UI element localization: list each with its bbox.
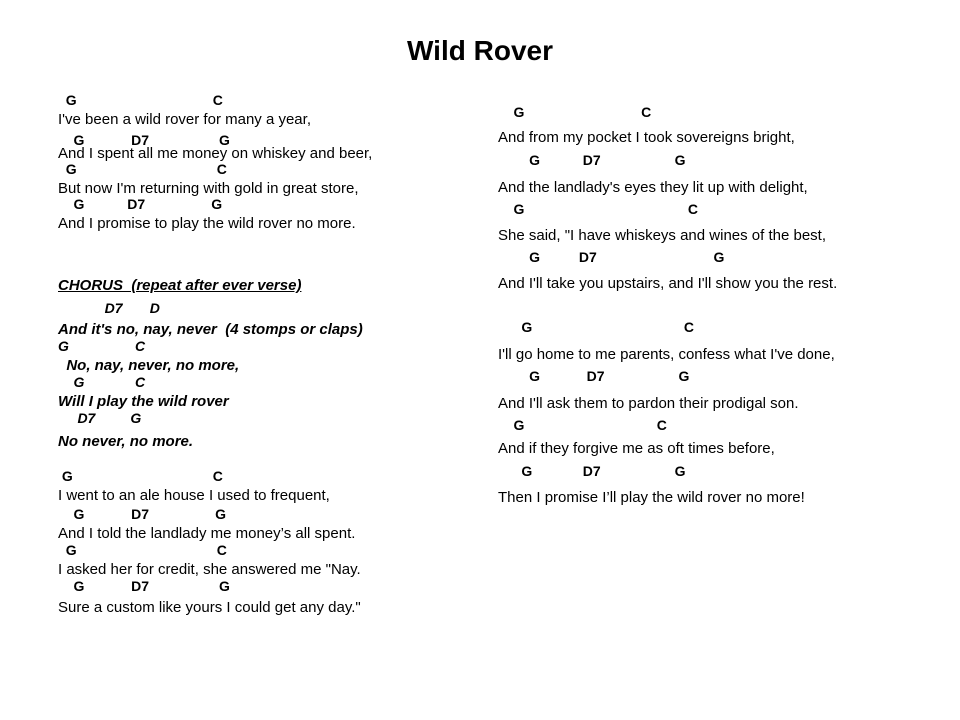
chord-text: G D7 G: [58, 132, 230, 148]
lyric-text: Will I play the wild rover: [58, 393, 229, 410]
lyric-text: And from my pocket I took sovereigns bright,: [498, 129, 795, 146]
chord-line: [498, 415, 938, 435]
lyric-text: And I spent all me money on whiskey and beer,: [58, 145, 373, 162]
lyric-text: And I'll ask them to pardon their prodigal son.: [498, 395, 799, 412]
chord-line: [498, 199, 938, 219]
verse-4: [498, 317, 938, 508]
chord-line: [58, 408, 478, 428]
left-column: [58, 90, 478, 618]
lyric-text: I asked her for credit, she answered me "Nay.: [58, 561, 361, 578]
verse-3: [498, 102, 938, 294]
chord-text: G D7 G: [498, 368, 690, 384]
chord-line: [58, 159, 478, 179]
lyric-text: I'll go home to me parents, confess what I've done,: [498, 346, 835, 363]
chord-text: G C: [58, 468, 223, 484]
lyric-text: She said, "I have whiskeys and wines of the best,: [498, 227, 827, 244]
lyric-line: [58, 110, 478, 130]
chord-line: [498, 317, 938, 337]
song-title: Wild Rover: [407, 35, 553, 66]
lyric-text: No, nay, never, no more,: [58, 357, 240, 374]
lyric-line: [498, 128, 938, 148]
chord-line: [58, 336, 478, 356]
chord-text: G D7 G: [58, 506, 227, 522]
chord-line: [58, 298, 478, 318]
chord-line: [498, 247, 938, 267]
lyric-text: And I promise to play the wild rover no more.: [58, 215, 356, 232]
chord-line: [58, 466, 478, 486]
lyric-line: [58, 598, 478, 618]
lyric-line: [498, 394, 938, 414]
chord-text: G C: [498, 201, 698, 217]
chord-line: [498, 150, 938, 170]
lyric-text: I went to an ale house I used to frequent,: [58, 487, 330, 504]
lyric-text: But now I'm returning with gold in great store,: [58, 180, 359, 197]
lyric-line: [58, 432, 478, 452]
chord-line: [498, 461, 938, 481]
lyric-line: [498, 274, 938, 294]
chord-line: [498, 102, 938, 122]
chord-line: [58, 540, 478, 560]
chord-text: G C: [498, 417, 667, 433]
chord-line: [58, 372, 478, 392]
chord-text: G C: [58, 542, 227, 558]
chord-text: D7 G: [58, 410, 142, 426]
chord-line: [58, 504, 478, 524]
chorus-heading-text: CHORUS (repeat after ever verse): [58, 277, 302, 294]
lyric-text: No never, no more.: [58, 433, 194, 450]
lyric-text: And I'll take you upstairs, and I'll show you the rest.: [498, 275, 838, 292]
lyric-line: [498, 439, 938, 459]
chord-text: G D7 G: [498, 463, 686, 479]
lyric-text: And the landlady's eyes they lit up with delight,: [498, 179, 808, 196]
lyric-line: [58, 486, 478, 506]
chord-line: [58, 194, 478, 214]
lyric-text: Then I promise I’ll play the wild rover no more!: [498, 489, 805, 506]
lyric-text: And it's no, nay, never (4 stomps or claps): [58, 321, 363, 338]
lyric-text: And I told the landlady me money’s all spent.: [58, 525, 356, 542]
chord-line: [58, 576, 478, 596]
chord-text: D7 D: [58, 300, 160, 316]
chord-text: G D7 G: [58, 196, 223, 212]
chord-text: G C: [58, 374, 146, 390]
chord-line: [58, 90, 478, 110]
lyric-line: [498, 488, 938, 508]
chorus-block: [58, 276, 478, 452]
lyric-text: I've been a wild rover for many a year,: [58, 111, 311, 128]
right-column: [498, 102, 938, 508]
chord-text: G D7 G: [58, 578, 230, 594]
lyric-line: [498, 345, 938, 365]
chorus-heading: [58, 276, 478, 296]
chord-text: G C: [58, 92, 223, 108]
lyric-text: And if they forgive me as oft times before,: [498, 440, 775, 457]
chord-text: G C: [498, 319, 695, 335]
chord-text: G C: [498, 104, 652, 120]
chord-text: G D7 G: [498, 152, 686, 168]
verse-1: [58, 90, 478, 234]
verse-2: [58, 466, 478, 618]
chord-line: [498, 366, 938, 386]
lyric-line: [498, 178, 938, 198]
lyric-line: [58, 214, 478, 234]
lyric-text: Sure a custom like yours I could get any day.": [58, 599, 361, 616]
lyric-line: [498, 226, 938, 246]
chord-text: G D7 G: [498, 249, 725, 265]
chord-text: G C: [58, 161, 227, 177]
chord-text: G C: [58, 338, 146, 354]
